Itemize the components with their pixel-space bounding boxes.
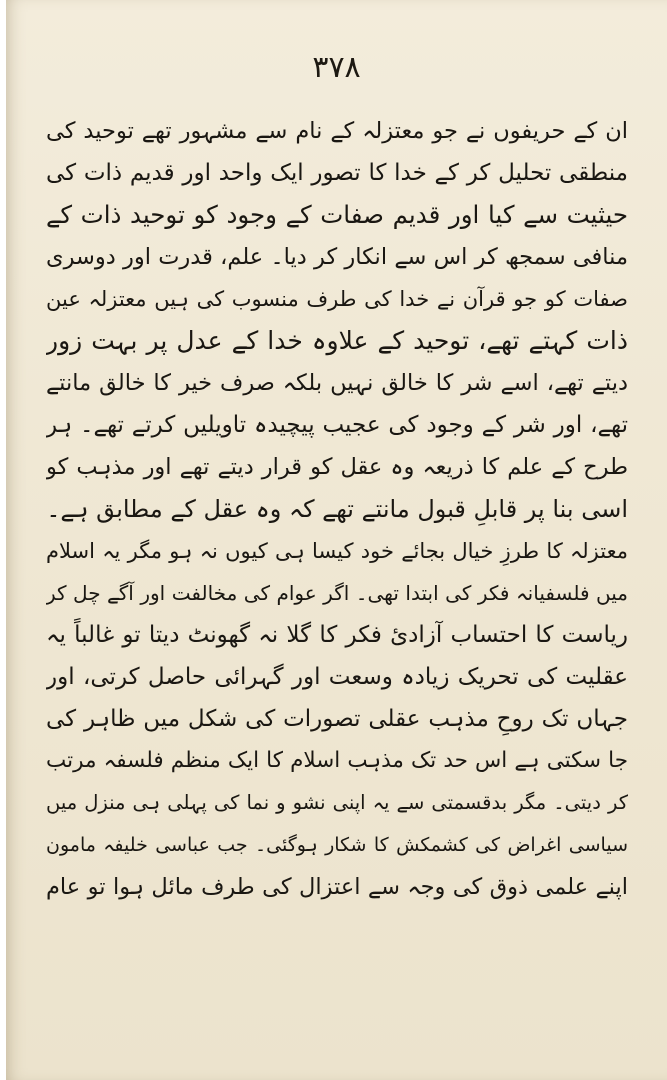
text-line: تھے، اور شر کے وجود کی عجیب پیچیدہ تاویلیں کرتے تھے۔ ہر xyxy=(46,412,628,438)
text-line: طرح کے علم کا ذریعہ وہ عقل کو قرار دیتے تھے اور مذہب کو xyxy=(46,454,628,480)
book-page xyxy=(6,0,667,1080)
text-line: اپنے علمی ذوق کی وجہ سے اعتزال کی طرف مائل ہوا تو عام xyxy=(46,874,628,900)
text-line: کر دیتی۔ مگر بدقسمتی سے یہ اپنی نشو و نما کی پہلی ہی منزل میں xyxy=(46,791,628,814)
text-line: معتزلہ کا طرزِ خیال بجائے خود کیسا ہی کیوں نہ ہو مگر یہ اسلام xyxy=(46,539,628,563)
text-line: میں فلسفیانہ فکر کی ابتدا تھی۔ اگر عوام کی مخالفت اور آگے چل کر xyxy=(46,581,628,605)
text-line: جہاں تک روحِ مذہب عقلی تصورات کی شکل میں ظاہر کی xyxy=(46,706,628,732)
page-number: ۳۷۸ xyxy=(312,50,361,85)
text-line: ان کے حریفوں نے جو معتزلہ کے نام سے مشہور تھے توحید کی xyxy=(46,118,628,144)
text-line: ذات کہتے تھے، توحید کے علاوہ خدا کے عدل پر بہت زور xyxy=(46,326,628,355)
text-line: جا سکتی ہے اس حد تک مذہب اسلام کا ایک منظم فلسفہ مرتب xyxy=(46,748,628,773)
text-line-paragraph-end: اسی بنا پر قابلِ قبول مانتے تھے کہ وہ عقل کے مطابق ہے۔ xyxy=(46,495,628,523)
text-line: منافی سمجھ کر اس سے انکار کر دیا۔ علم، قدرت اور دوسری xyxy=(46,244,628,270)
text-line: دیتے تھے، اسے شر کا خالق نہیں بلکہ صرف خیر کا خالق مانتے xyxy=(46,370,628,396)
text-line: منطقی تحلیل کر کے خدا کا تصور ایک واحد اور قدیم ذات کی xyxy=(46,160,628,186)
text-line: سیاسی اغراض کی کشمکش کا شکار ہوگئی۔ جب عباسی خلیفہ مامون xyxy=(46,834,628,856)
text-line: ریاست کا احتساب آزادئ فکر کا گلا نہ گھونٹ دیتا تو غالباً یہ xyxy=(46,622,628,648)
body-text xyxy=(46,110,628,908)
text-line: صفات کو جو قرآن نے خدا کی طرف منسوب کی ہیں معتزلہ عین xyxy=(46,287,628,311)
text-line: حیثیت سے کیا اور قدیم صفات کے وجود کو توحید ذات کے xyxy=(46,200,628,229)
text-line: عقلیت کی تحریک زیادہ وسعت اور گہرائی حاصل کرتی، اور xyxy=(46,664,628,690)
